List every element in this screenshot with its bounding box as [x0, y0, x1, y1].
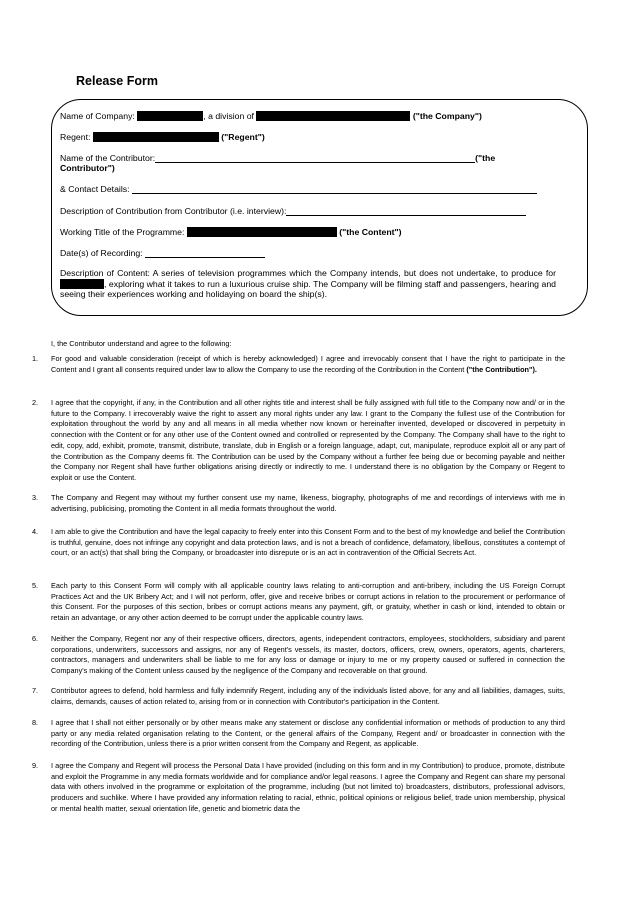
clause-text: I agree the Company and Regent will process the Personal Data I have provided (including on this form and in my Contribution) to produce, promote, distribute and exploit the Programme in any media formats worldwide and for compliance and/or legal reasons. I agree the Company and Regent can share my personal data with others involved in the programme or exploitation of the programme, including (but not limited to) broadcasters, distributors, professional advisors, producers and suchlike. Where I have provided any information relating to racial, ethnic, political opinions or religious belief, trade union membership, physical or mental health matter, sexual orientation life, genetic and biometric data the — [51, 761, 565, 813]
clause-number: 9. — [32, 761, 39, 770]
company-label: Name of Company: — [60, 111, 135, 121]
page-title: Release Form — [76, 74, 158, 88]
dates-field[interactable] — [145, 248, 265, 258]
regent-label: Regent: — [60, 132, 91, 142]
contribution-label: Description of Contribution from Contributor (i.e. interview): — [60, 206, 287, 216]
clause-text: Contributor agrees to defend, hold harmless and fully indemnify Regent, including any of the individuals listed above, for any and all liabilities, damages, suits, claims, demands, causes of action related to, arising from or in connection with Contributor's participation in the Content. — [51, 686, 565, 706]
company-tag: ("the Company") — [412, 111, 482, 121]
redaction-bar — [137, 111, 203, 121]
contributor-tag-b: Contributor") — [60, 163, 115, 173]
programme-tag: ("the Content") — [339, 227, 402, 237]
redaction-bar — [93, 132, 219, 142]
contact-row — [60, 184, 537, 194]
clause-number: 8. — [32, 718, 39, 727]
programme-label: Working Title of the Programme: — [60, 227, 185, 237]
contributor-row — [60, 153, 495, 163]
clause-number: 7. — [32, 686, 39, 695]
contact-label: & Contact Details: — [60, 184, 130, 194]
clause-text: Neither the Company, Regent nor any of their respective officers, directors, agents, independent contractors, employees, stockholders, subsidiary and parent corporations, underwriters, successors and assigns, nor any of Regent's vessels, its master, doctors, officers, crew, owners, operators, agents, charterers, contractors, managers and underwriters shall be liable to me for any loss or damage or injury to me or my property caused or suffered in connection the Company's making of the Content unless caused by the negligence of the Company and recoverable on that ground. — [51, 634, 565, 676]
clause-number: 3. — [32, 493, 39, 502]
contributor-field[interactable] — [155, 153, 475, 163]
contribution-row — [60, 206, 526, 216]
dates-row — [60, 248, 265, 258]
content-description: Description of Content: A series of television programmes which the Company intends, but does not undertake, to produce for , exploring what it takes to run a luxurious cruise ship. The Company will be filming staff and passengers, hearing and seeing their experiences working and holidaying on board the ship(s). — [60, 268, 556, 299]
company-division-text: , a division of — [203, 111, 254, 121]
regent-tag: ("Regent") — [221, 132, 265, 142]
contributor-label: Name of the Contributor: — [60, 153, 156, 163]
programme-row — [60, 227, 402, 237]
clause-text: For good and valuable consideration (receipt of which is hereby acknowledged) I agree and irrevocably consent that I have the right to participate in the Content and I grant all consents required under law to allow the Company to use the recording of the Contribution in the Content ("the Contribution"). — [51, 354, 565, 374]
clause-text: The Company and Regent may without my further consent use my name, likeness, biography, photographs of me and recordings of interviews with me in advertising, publicising, promoting the Content in all media formats throughout the world. — [51, 493, 565, 513]
clause-text: I agree that I shall not either personally or by other means make any statement or disclose any confidential information or methods of production to any third party or any media related organisation relating to the Content, or the general affairs of the Company, Regent and/ or broadcaster in connection with the recording of the Contribution, unless there is a prior written consent from the Company and Regent, as applicable. — [51, 718, 565, 749]
clause-number: 5. — [32, 581, 39, 590]
redaction-bar — [256, 111, 410, 121]
contribution-field[interactable] — [286, 206, 526, 216]
clause-number: 4. — [32, 527, 39, 536]
clause-number: 2. — [32, 398, 39, 407]
regent-row — [60, 132, 265, 142]
clause-number: 1. — [32, 354, 39, 363]
contributor-tag-a: ("the — [475, 153, 496, 163]
company-row — [60, 111, 482, 121]
contact-field[interactable] — [132, 184, 537, 194]
clause-text: I am able to give the Contribution and have the legal capacity to freely enter into this Consent Form and to the best of my knowledge and belief the Contribution is truthful, genuine, does not infringe any copyright and data protection laws, and is not a breach of confidence, defamatory, libellous, constitutes a contempt of court, or an act(s) that shall bring the Company, or broadcaster into disrepute or is an act in contravention of the Official Secrets Act. — [51, 527, 565, 558]
clause-text: Each party to this Consent Form will comply with all applicable country laws relating to anti-corruption and anti-bribery, including the US Foreign Corrupt Practices Act and the UK Bribery Act; and I will not perform, offer, give and receive bribes or corrupt actions in relation to the procurement or performance of this Consent. For the purposes of this section, bribes or corrupt actions means any payment, gift, or gratuity, whether in cash or kind, intended to obtain or retain an advantage, or any other action deemed to be corrupt under the applicable country laws. — [51, 581, 565, 623]
intro-text: I, the Contributor understand and agree to the following: — [51, 339, 232, 348]
dates-label: Date(s) of Recording: — [60, 248, 143, 258]
clause-number: 6. — [32, 634, 39, 643]
clause-text: I agree that the copyright, if any, in the Contribution and all other rights title and interest shall be fully assigned with full title to the Company now and/ or in the future to the Company. I irrecoverably waive the right to assert any moral rights under any law. I grant to the Company the fullest use of the Contribution for exploitation throughout the world by any and all means in all media whether now known or hereinafter invented, developed or discovered in perpetuity in connection with the Content or for any other use of the Content owned and controlled or represented by the Company. The Company shall have to the right to edit, copy, add, exhibit, promote, transmit, distribute, translate, dub in English or a foreign language, adapt, cut, manipulate, reproduce exploit all or any part of the Contribution as the Company deems fit. The Contribution can be used by the Company without a further fee being due or becoming payable and neither the Company nor Regent shall have further obligations arising directly or indirectly to me. I understand there is no obligation by the Company or Regent to exploit or use the Content. — [51, 398, 565, 482]
redaction-bar — [60, 279, 104, 289]
redaction-bar — [187, 227, 337, 237]
